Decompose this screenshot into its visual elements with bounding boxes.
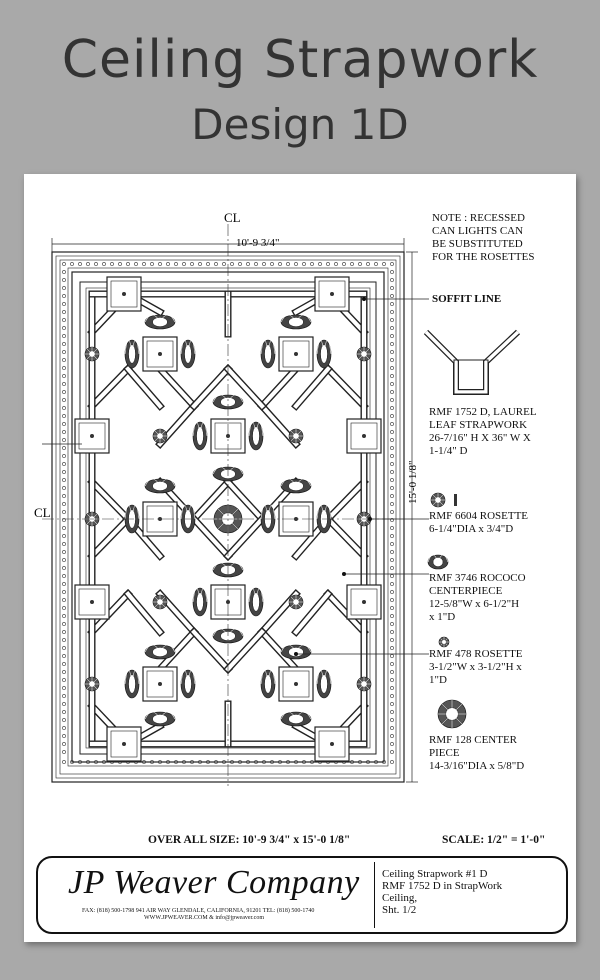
leader-dot (362, 297, 366, 301)
frame-dot (118, 262, 121, 265)
frame-dot (62, 318, 65, 321)
callout-strapwork: RMF 1752 D, LAUREL LEAF STRAPWORK 26-7/16" H X 36" W X 1-1/4" D (429, 406, 537, 457)
frame-dot (246, 262, 249, 265)
frame-dot (390, 526, 393, 529)
frame-dot (390, 510, 393, 513)
rococo-side (261, 670, 275, 698)
rococo-centerpiece (281, 315, 311, 329)
frame-dot (342, 262, 345, 265)
frame-dot (62, 718, 65, 721)
frame-dot (390, 606, 393, 609)
leader-dot (342, 572, 346, 576)
frame-dot (310, 262, 313, 265)
frame-dot (62, 526, 65, 529)
rosette-6604 (289, 429, 303, 443)
frame-dot (62, 760, 65, 763)
frame-dot (62, 574, 65, 577)
frame-dot (390, 454, 393, 457)
frame-dot (62, 750, 65, 753)
frame-dot (390, 342, 393, 345)
frame-dot (390, 622, 393, 625)
strap-band-inner (92, 369, 128, 406)
frame-dot (390, 278, 393, 281)
strap-band-inner (262, 369, 296, 406)
rococo-side (181, 340, 195, 368)
note-text: NOTE : RECESSED CAN LIGHTS CAN BE SUBSTITUTED FOR THE ROSETTES (432, 212, 535, 263)
strap-band-inner (328, 369, 364, 406)
frame-dot (62, 310, 65, 313)
frame-dot (390, 590, 393, 593)
strap-band-inner (128, 369, 160, 406)
center-piece-icon (438, 700, 466, 728)
frame-dot (390, 390, 393, 393)
frame-dot (390, 462, 393, 465)
page-title: Ceiling Strapwork (61, 30, 539, 90)
frame-dot (62, 646, 65, 649)
frame-dot (390, 566, 393, 569)
frame-dot (62, 510, 65, 513)
frame-dot (62, 286, 65, 289)
square-dot (362, 434, 366, 438)
leader-dot (294, 652, 298, 656)
frame-dot (390, 678, 393, 681)
frame-dot (390, 294, 393, 297)
frame-dot (62, 550, 65, 553)
frame-dot (358, 262, 361, 265)
frame-dot (126, 262, 129, 265)
frame-dot (390, 542, 393, 545)
overall-size: OVER ALL SIZE: 10'-9 3/4" x 15'-0 1/8" (148, 834, 351, 846)
frame-dot (294, 262, 297, 265)
rosette-6604-icon (431, 493, 445, 507)
frame-dot (334, 262, 337, 265)
strap-band-inner (296, 369, 328, 406)
callout-rococo-centerpiece: RMF 3746 ROCOCO CENTERPIECE 12-5/8"W x 6-1/2"H x 1"D (429, 572, 526, 623)
frame-dot (62, 398, 65, 401)
frame-dot (390, 582, 393, 585)
frame-dot (62, 374, 65, 377)
rosette-6604 (85, 347, 99, 361)
frame-dot (390, 286, 393, 289)
rosette-6604 (357, 347, 371, 361)
rosette-6604 (153, 429, 167, 443)
frame-dot (62, 342, 65, 345)
frame-dot (62, 686, 65, 689)
rosette-6604 (289, 595, 303, 609)
frame-dot (62, 454, 65, 457)
frame-dot (62, 662, 65, 665)
frame-dot (62, 278, 65, 281)
frame-dot (318, 262, 321, 265)
frame-dot (390, 302, 393, 305)
frame-dot (62, 542, 65, 545)
square-dot (330, 292, 334, 296)
rococo-side (249, 588, 263, 616)
frame-dot (62, 478, 65, 481)
frame-dot (286, 262, 289, 265)
frame-dot (62, 670, 65, 673)
frame-dot (390, 574, 393, 577)
frame-dot (62, 614, 65, 617)
frame-dot (390, 654, 393, 657)
frame-dot (390, 614, 393, 617)
frame-dot (222, 262, 225, 265)
height-dimension: 15'-0 1/8" (407, 460, 419, 504)
frame-dot (62, 742, 65, 745)
frame-dot (62, 566, 65, 569)
drawing-sheet (24, 174, 576, 942)
title-block (36, 856, 568, 934)
frame-dot (62, 582, 65, 585)
frame-dot (62, 606, 65, 609)
frame-dot (254, 262, 257, 265)
square-dot (294, 352, 298, 356)
rococo-icon (428, 555, 448, 569)
frame-dot (62, 430, 65, 433)
frame-dot (390, 478, 393, 481)
title-block-divider (374, 862, 375, 928)
rococo-side (261, 340, 275, 368)
frame-dot (62, 262, 65, 265)
frame-dot (390, 694, 393, 697)
soffit-line-label: SOFFIT LINE (432, 293, 502, 305)
frame-dot (62, 494, 65, 497)
frame-dot (390, 358, 393, 361)
frame-dot (62, 678, 65, 681)
frame-dot (62, 270, 65, 273)
frame-dot (270, 262, 273, 265)
frame-dot (390, 470, 393, 473)
frame-dot (70, 262, 73, 265)
frame-dot (390, 710, 393, 713)
rosette-6604 (357, 677, 371, 691)
strap-band-inner (328, 482, 364, 519)
square-dot (122, 292, 126, 296)
callout-rosette-6604: RMF 6604 ROSETTE 6-1/4"DIA x 3/4"D (429, 510, 529, 535)
frame-dot (158, 262, 161, 265)
strap-band-inner (328, 519, 364, 556)
frame-dot (390, 718, 393, 721)
rococo-side (317, 670, 331, 698)
frame-dot (62, 470, 65, 473)
frame-dot (198, 262, 201, 265)
frame-dot (390, 366, 393, 369)
frame-dot (62, 630, 65, 633)
frame-dot (390, 750, 393, 753)
rosette-profile-icon (454, 494, 457, 506)
frame-dot (390, 502, 393, 505)
square-dot (294, 682, 298, 686)
frame-dot (390, 550, 393, 553)
strap-band-inner (92, 519, 128, 556)
frame-dot (350, 262, 353, 265)
frame-dot (142, 262, 145, 265)
frame-dot (62, 502, 65, 505)
frame-dot (62, 414, 65, 417)
frame-dot (390, 310, 393, 313)
square-dot (90, 434, 94, 438)
frame-dot (390, 438, 393, 441)
frame-dot (62, 638, 65, 641)
rococo-centerpiece (145, 479, 175, 493)
frame-dot (390, 598, 393, 601)
rococo-side (181, 670, 195, 698)
frame-dot (62, 366, 65, 369)
width-dimension: 10'-9 3/4" (236, 237, 280, 249)
frame-dot (390, 446, 393, 449)
frame-dot (390, 486, 393, 489)
frame-dot (62, 326, 65, 329)
rococo-side (193, 422, 207, 450)
frame-dot (390, 726, 393, 729)
rococo-side (249, 422, 263, 450)
frame-dot (62, 558, 65, 561)
rococo-centerpiece (281, 479, 311, 493)
rosette-478-icon (439, 637, 449, 647)
frame-dot (390, 414, 393, 417)
frame-dot (302, 262, 305, 265)
frame-dot (62, 294, 65, 297)
web-contact-line: WWW.JPWEAVER.COM & info@jpweaver.com (144, 915, 265, 921)
rosette-6604 (85, 677, 99, 691)
frame-dot (62, 590, 65, 593)
ornaments (85, 315, 466, 728)
frame-dot (62, 694, 65, 697)
frame-dot (174, 262, 177, 265)
company-logo: JP Weaver Company (68, 864, 360, 901)
frame-dot (62, 358, 65, 361)
square-dot (90, 600, 94, 604)
frame-dot (390, 350, 393, 353)
frame-dot (390, 686, 393, 689)
square-dot (330, 742, 334, 746)
frame-dot (326, 262, 329, 265)
contact-line: FAX: (818) 500-1798 941 AIR WAY GLENDALE, CALIFORNIA, 91201 TEL: (818) 500-1740 (82, 908, 315, 914)
frame-dot (390, 760, 393, 763)
scale-text: SCALE: 1/2" = 1'-0" (442, 834, 546, 846)
frame-dot (390, 702, 393, 705)
strap-band-inner (160, 369, 194, 406)
frame-dot (390, 662, 393, 665)
square-dot (122, 742, 126, 746)
frame-dot (62, 734, 65, 737)
square-dot (158, 682, 162, 686)
frame-dot (390, 422, 393, 425)
frame-dot (62, 534, 65, 537)
frame-dot (390, 630, 393, 633)
frame-dot (390, 670, 393, 673)
page-subtitle: Design 1D (191, 100, 409, 149)
frame-dot (206, 262, 209, 265)
frame-dot (62, 422, 65, 425)
frame-dot (62, 598, 65, 601)
rosette-6604 (153, 595, 167, 609)
frame-dot (390, 734, 393, 737)
rococo-side (125, 340, 139, 368)
frame-dot (182, 262, 185, 265)
rococo-centerpiece (145, 315, 175, 329)
frame-dot (110, 262, 113, 265)
frame-dot (238, 262, 241, 265)
frame-dot (62, 622, 65, 625)
frame-dot (390, 270, 393, 273)
frame-dot (390, 742, 393, 745)
frame-dot (62, 350, 65, 353)
frame-dot (62, 390, 65, 393)
frame-dot (390, 558, 393, 561)
frame-dot (102, 262, 105, 265)
frame-dot (390, 638, 393, 641)
frame-dot (78, 262, 81, 265)
frame-dot (278, 262, 281, 265)
frame-dot (390, 318, 393, 321)
frame-dot (150, 262, 153, 265)
rococo-centerpiece (281, 712, 311, 726)
frame-dot (166, 262, 169, 265)
frame-dot (62, 446, 65, 449)
strapwork-detail-icon (426, 332, 518, 394)
frame-dot (390, 262, 393, 265)
frame-dot (62, 462, 65, 465)
centerline-symbol-top: CL (224, 210, 241, 225)
frame-dot (62, 710, 65, 713)
frame-dot (86, 262, 89, 265)
frame-dot (390, 374, 393, 377)
frame-dot (390, 406, 393, 409)
frame-dot (62, 702, 65, 705)
frame-dot (94, 262, 97, 265)
frame-dot (390, 494, 393, 497)
rococo-side (193, 588, 207, 616)
frame-dot (214, 262, 217, 265)
frame-dot (62, 382, 65, 385)
frame-dot (390, 398, 393, 401)
frame-dot (390, 430, 393, 433)
rococo-side (125, 670, 139, 698)
callout-center-piece: RMF 128 CENTER PIECE 14-3/16"DIA x 5/8"D (429, 734, 525, 772)
frame-dot (382, 262, 385, 265)
rococo-centerpiece (145, 645, 175, 659)
frame-dot (62, 726, 65, 729)
frame-dot (390, 334, 393, 337)
frame-dot (390, 646, 393, 649)
frame-dot (374, 262, 377, 265)
frame-dot (62, 438, 65, 441)
sheet-description: Ceiling Strapwork #1 D RMF 1752 D in StrapWork Ceiling, Sht. 1/2 (382, 868, 503, 916)
frame-dot (62, 406, 65, 409)
frame-dot (230, 262, 233, 265)
frame-dot (390, 534, 393, 537)
rococo-centerpiece (145, 712, 175, 726)
square-dot (362, 600, 366, 604)
centerline-symbol-left: CL (34, 505, 51, 520)
leader-dot (368, 517, 372, 521)
frame-dot (366, 262, 369, 265)
frame-dot (62, 334, 65, 337)
rococo-side (317, 340, 331, 368)
strap-band-inner (92, 482, 128, 519)
callout-rosette-478: RMF 478 ROSETTE 3-1/2"W x 3-1/2"H x 1"D (429, 648, 523, 686)
frame-dot (262, 262, 265, 265)
frame-dot (62, 302, 65, 305)
frame-dot (190, 262, 193, 265)
frame-dot (62, 654, 65, 657)
frame-dot (134, 262, 137, 265)
frame-dot (390, 382, 393, 385)
frame-dot (62, 486, 65, 489)
square-dot (158, 352, 162, 356)
frame-dot (390, 326, 393, 329)
